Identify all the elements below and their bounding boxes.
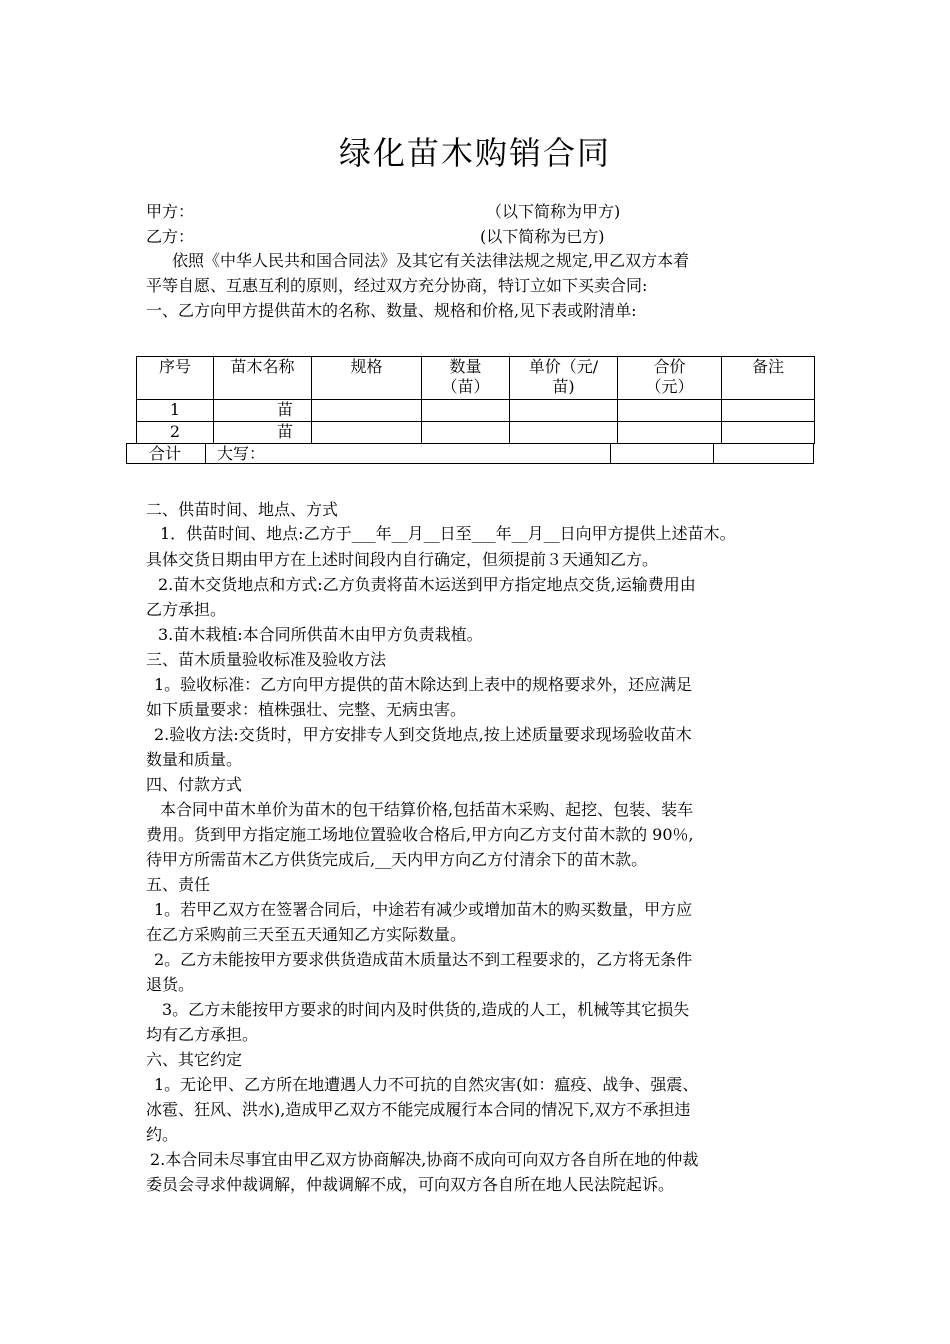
- party-b-label: 乙方：: [146, 227, 195, 246]
- total-divider: [205, 444, 206, 463]
- section-heading: 五、责任: [146, 875, 211, 894]
- clause-line: 约。: [146, 1125, 179, 1144]
- clause-line: 3。乙方未能按甲方要求的时间内及时供货的,造成的人工，机械等其它损失: [162, 1000, 690, 1019]
- table-total-row: [126, 443, 814, 464]
- row-name-cell: 苗: [214, 400, 312, 422]
- row-name-cell: 苗: [214, 422, 312, 444]
- section-heading: 三、苗木质量验收标准及验收方法: [146, 650, 387, 669]
- clause-line: 冰雹、狂风、洪水),造成甲乙双方不能完成履行本合同的情况下,双方不承担违: [146, 1100, 691, 1119]
- section-heading: 六、其它约定: [146, 1050, 243, 1069]
- row-qty-cell: [422, 422, 510, 444]
- table-row: [137, 422, 815, 444]
- clause-line: 1。若甲乙双方在签署合同后，中途若有减少或增加苗木的购买数量，甲方应: [154, 900, 693, 919]
- capital-label: 大写：: [217, 444, 266, 463]
- row-total-cell: [618, 400, 722, 422]
- row-no-cell: 2: [137, 422, 214, 444]
- contract-title: 绿化苗木购销合同: [338, 134, 611, 172]
- clause-line: 委员会寻求仲裁调解，仲裁调解不成，可向双方各自所在地人民法院起诉。: [146, 1175, 675, 1194]
- row-qty-cell: [422, 400, 510, 422]
- clause-line: 3.苗木栽植:本合同所供苗木由甲方负责栽植。: [158, 625, 483, 644]
- table-header-row: [137, 357, 815, 400]
- header-cell-unit-price: 单价（元/ 苗): [510, 357, 618, 400]
- clause-line: 如下质量要求：植株强壮、完整、无病虫害。: [146, 700, 467, 719]
- clause-line: 数量和质量。: [146, 750, 243, 769]
- row-spec-cell: [312, 400, 422, 422]
- table-row: [137, 400, 815, 422]
- clause-line: 1。验收标准：乙方向甲方提供的苗木除达到上表中的规格要求外，还应满足: [154, 675, 693, 694]
- header-cell-no: 序号: [137, 357, 214, 400]
- total-label: 合计: [149, 444, 182, 463]
- clause-line: 乙方承担。: [146, 600, 227, 619]
- section-heading: 二、供苗时间、地点、方式: [146, 500, 339, 519]
- row-remark-cell: [722, 422, 815, 444]
- section-heading: 四、付款方式: [146, 775, 243, 794]
- header-cell-spec: 规格: [312, 357, 422, 400]
- header-cell-total-price: 合价 （元）: [618, 357, 722, 400]
- row-remark-cell: [722, 400, 815, 422]
- clause-line: 本合同中苗木单价为苗木的包干结算价格,包括苗木采购、起挖、包装、装车: [160, 800, 694, 819]
- clause-line: 2.苗木交货地点和方式:乙方负责将苗木运送到甲方指定地点交货,运输费用由: [158, 575, 696, 594]
- intro-line: 平等自愿、互惠互利的原则，经过双方充分协商，特订立如下买卖合同:: [146, 276, 648, 295]
- total-divider: [610, 444, 611, 463]
- clause-line: 2.本合同未尽事宜由甲乙双方协商解决,协商不成向可向双方各自所在地的仲裁: [150, 1150, 699, 1169]
- clause-line: 1。无论甲、乙方所在地遭遇人力不可抗的自然灾害(如：瘟疫、战争、强震、: [154, 1075, 699, 1094]
- clause-line: 1．供苗时间、地点:乙方于___年__月__日至___年__月__日向甲方提供上述苗木。: [160, 524, 736, 543]
- clause-line: 在乙方采购前三天至五天通知乙方实际数量。: [146, 925, 467, 944]
- row-no-cell: 1: [137, 400, 214, 422]
- clause-line: 费用。货到甲方指定施工场地位置验收合格后,甲方向乙方支付苗木款的 90％,: [146, 825, 694, 844]
- header-cell-qty: 数量 （苗）: [422, 357, 510, 400]
- clause-line: 2。乙方未能按甲方要求供货造成苗木质量达不到工程要求的，乙方将无条件: [154, 950, 693, 969]
- party-a-label: 甲方：: [146, 202, 195, 221]
- header-cell-name: 苗木名称: [214, 357, 312, 400]
- party-b-note: (以下简称为已方): [480, 227, 605, 246]
- row-spec-cell: [312, 422, 422, 444]
- intro-line: 依照《中华人民共和国合同法》及其它有关法律法规之规定,甲乙双方本着: [172, 251, 690, 270]
- clause-line: 退货。: [146, 975, 195, 994]
- total-divider: [713, 444, 714, 463]
- seedling-table: [136, 356, 815, 444]
- header-cell-remark: 备注: [722, 357, 815, 400]
- row-total-cell: [618, 422, 722, 444]
- clause-line: 具体交货日期由甲方在上述时间段内自行确定，但须提前３天通知乙方。: [146, 550, 659, 569]
- intro-line: 一、乙方向甲方提供苗木的名称、数量、规格和价格,见下表或附清单:: [146, 301, 637, 320]
- clause-line: 2.验收方法:交货时，甲方安排专人到交货地点,按上述质量要求现场验收苗木: [154, 725, 692, 744]
- clause-line: 待甲方所需苗木乙方供货完成后,__天内甲方向乙方付清余下的苗木款。: [146, 850, 648, 869]
- party-a-note: （以下简称为甲方): [486, 202, 621, 221]
- row-unit-price-cell: [510, 400, 618, 422]
- clause-line: 均有乙方承担。: [146, 1025, 259, 1044]
- row-unit-price-cell: [510, 422, 618, 444]
